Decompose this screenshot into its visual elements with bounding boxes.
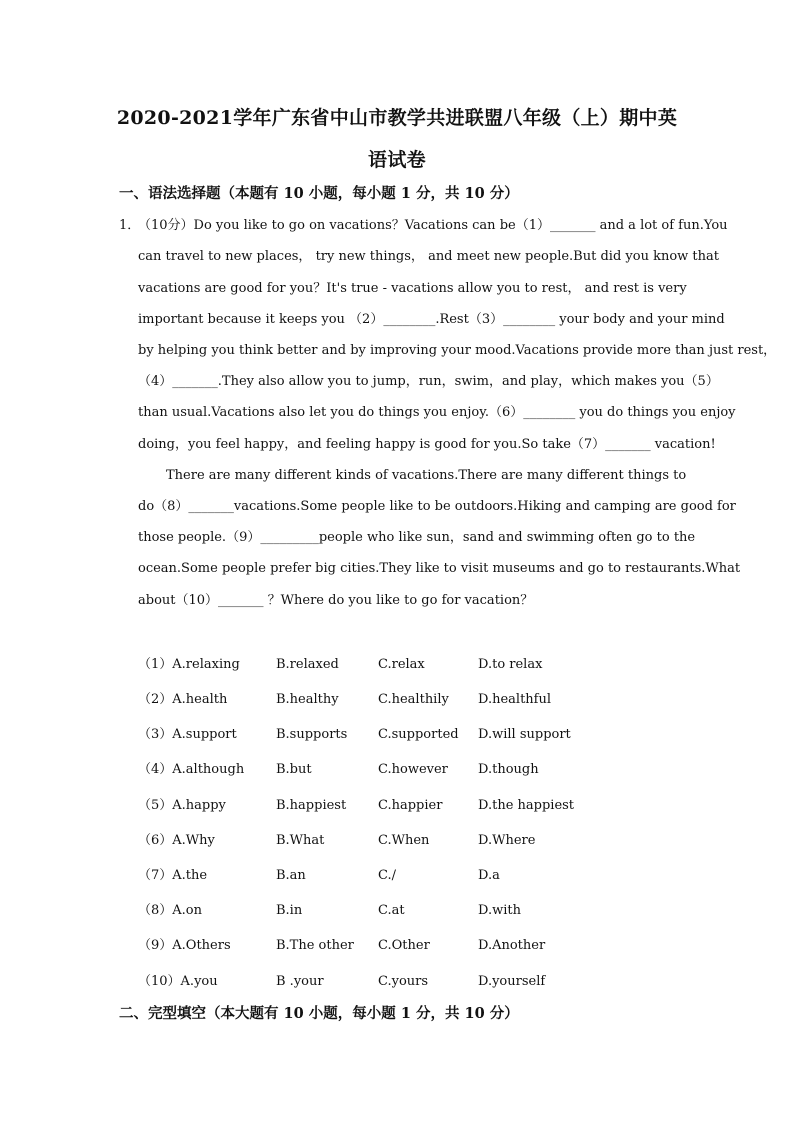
passage-line: vacations are good for you？It's true - vacations allow you to rest， and rest is very bbox=[138, 281, 687, 296]
passage-line: about（10）_______ ？Where do you like to go for vacation？ bbox=[138, 593, 534, 608]
option-c: C.healthily bbox=[378, 692, 449, 707]
option-a: （10）A.you bbox=[138, 974, 218, 989]
option-c: C.relax bbox=[378, 657, 425, 672]
option-b: B.supports bbox=[276, 727, 348, 742]
option-a: （2）A.health bbox=[138, 692, 228, 707]
passage-line: can travel to new places， try new things， and meet new people.But did you know that bbox=[138, 249, 719, 264]
option-a: （3）A.support bbox=[138, 727, 237, 742]
passage-line: by helping you think better and by improving your mood.Vacations provide more than just rest， bbox=[138, 343, 777, 358]
passage-line: （10分）Do you like to go on vacations？Vacations can be（1）_______ and a lot of fun.You bbox=[138, 218, 728, 233]
option-b: B.healthy bbox=[276, 692, 339, 707]
option-b: B.What bbox=[276, 833, 325, 848]
option-d: D.will support bbox=[478, 727, 571, 742]
passage-line: do（8）_______vacations.Some people like to be outdoors.Hiking and camping are good for bbox=[138, 499, 736, 514]
option-d: D.Where bbox=[478, 833, 536, 848]
passage-line: （4）_______.They also allow you to jump，run，swim，and play，which makes you（5） bbox=[138, 374, 719, 389]
option-b: B.but bbox=[276, 762, 312, 777]
option-d: D.though bbox=[478, 762, 539, 777]
option-d: D.healthful bbox=[478, 692, 552, 707]
passage-line: There are many different kinds of vacations.There are many different things to bbox=[166, 468, 687, 483]
option-d: D.Another bbox=[478, 938, 546, 953]
option-d: D.yourself bbox=[478, 974, 546, 989]
passage-line: ocean.Some people prefer big cities.They like to visit museums and go to restaurants.What bbox=[138, 561, 741, 576]
exam-title-line-1: 2020-2021学年广东省中山市教学共进联盟八年级（上）期中英 bbox=[116, 107, 678, 129]
option-b: B.in bbox=[276, 903, 303, 918]
option-b: B.happiest bbox=[276, 798, 347, 813]
option-d: D.the happiest bbox=[478, 798, 575, 813]
option-b: B.an bbox=[276, 868, 306, 883]
passage-line: than usual.Vacations also let you do things you enjoy.（6）________ you do things you enjoy bbox=[138, 405, 736, 420]
passage-line: important because it keeps you （2）________.Rest（3）________ your body and your mind bbox=[138, 312, 725, 327]
passage-line: those people.（9）_________people who like sun，sand and swimming often go to the bbox=[138, 530, 696, 545]
option-c: C.yours bbox=[378, 974, 429, 989]
option-a: （7）A.the bbox=[138, 868, 208, 883]
option-a: （1）A.relaxing bbox=[138, 657, 240, 672]
option-a: （4）A.although bbox=[138, 762, 245, 777]
option-a: （5）A.happy bbox=[138, 798, 226, 813]
section-1-heading: 一、语法选择题（本题有 10 小题，每小题 1 分，共 10 分） bbox=[119, 185, 519, 202]
option-a: （6）A.Why bbox=[138, 833, 215, 848]
option-b: B.relaxed bbox=[276, 657, 339, 672]
question-number: 1． bbox=[119, 218, 141, 233]
option-d: D.to relax bbox=[478, 657, 543, 672]
option-c: C.however bbox=[378, 762, 448, 777]
option-c: C./ bbox=[378, 868, 396, 883]
option-c: C.happier bbox=[378, 798, 443, 813]
exam-title-line-2: 语试卷 bbox=[368, 149, 426, 171]
option-d: D.a bbox=[478, 868, 500, 883]
passage-line: doing，you feel happy，and feeling happy is good for you.So take（7）_______ vacation! bbox=[138, 437, 716, 452]
option-b: B .your bbox=[276, 974, 324, 989]
option-d: D.with bbox=[478, 903, 521, 918]
option-c: C.Other bbox=[378, 938, 430, 953]
option-a: （8）A.on bbox=[138, 903, 202, 918]
option-b: B.The other bbox=[276, 938, 354, 953]
section-2-heading: 二、完型填空（本大题有 10 小题，每小题 1 分，共 10 分） bbox=[119, 1005, 519, 1022]
option-c: C.at bbox=[378, 903, 405, 918]
option-c: C.When bbox=[378, 833, 430, 848]
option-a: （9）A.Others bbox=[138, 938, 231, 953]
option-c: C.supported bbox=[378, 727, 459, 742]
